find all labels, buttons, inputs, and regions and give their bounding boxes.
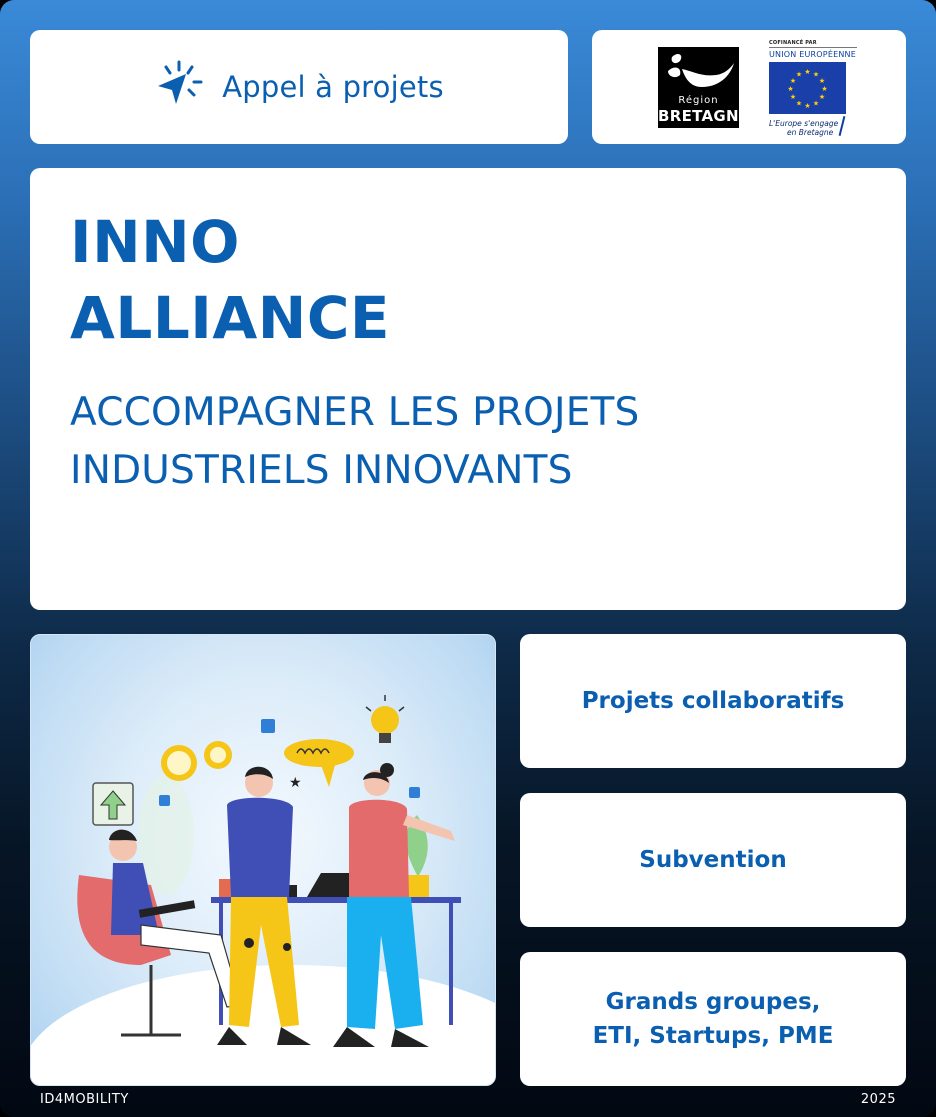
svg-text:★: ★ bbox=[818, 93, 826, 101]
feature-label-1: Projets collaboratifs bbox=[581, 688, 845, 714]
star-icon: ★ bbox=[289, 775, 302, 791]
call-for-projects-card bbox=[30, 30, 568, 144]
thumbs-up-icon-3 bbox=[409, 787, 420, 798]
main-title-card bbox=[30, 168, 906, 610]
feature-label-3: Grands groupes, ETI, Startups, PME bbox=[592, 989, 834, 1049]
eu-divider bbox=[769, 47, 857, 48]
upload-box-icon bbox=[93, 783, 133, 825]
svg-text:★: ★ bbox=[818, 77, 826, 85]
svg-text:★: ★ bbox=[787, 85, 794, 93]
subtitle-line-1: ACCOMPAGNER LES PROJETS bbox=[70, 390, 640, 435]
team-illustration bbox=[30, 634, 496, 1086]
title-line-1: INNO bbox=[70, 208, 240, 276]
svg-text:★: ★ bbox=[795, 99, 803, 108]
eu-tagline-1: L'Europe s'engage bbox=[769, 119, 839, 128]
region-name: BRETAGNE bbox=[658, 107, 750, 125]
svg-text:★: ★ bbox=[789, 77, 797, 85]
region-label: Région bbox=[678, 95, 719, 106]
feature-collaborative-projects bbox=[520, 634, 906, 768]
thumbs-up-icon-2 bbox=[159, 795, 170, 806]
call-for-projects-label: Appel à projets bbox=[222, 70, 444, 104]
svg-text:★: ★ bbox=[795, 70, 803, 79]
eu-title: UNION EUROPÉENNE bbox=[769, 50, 856, 59]
cursor-click-icon bbox=[154, 60, 204, 114]
svg-text:★: ★ bbox=[804, 102, 811, 110]
eu-cofunded-label: COFINANCÉ PAR bbox=[769, 40, 817, 46]
feature-target-companies bbox=[520, 952, 906, 1086]
lightbulb-icon bbox=[366, 695, 404, 743]
svg-text:★: ★ bbox=[821, 85, 828, 93]
footer-brand: ID4MOBILITY bbox=[40, 1092, 129, 1107]
feature-grant bbox=[520, 793, 906, 927]
eu-tagline-2: en Bretagne bbox=[787, 128, 834, 137]
gear-icon bbox=[161, 741, 232, 781]
team-illustration-svg bbox=[31, 635, 496, 1086]
region-bretagne-logo bbox=[658, 47, 750, 128]
eu-cofunding-logo bbox=[769, 40, 859, 140]
svg-text:★: ★ bbox=[812, 99, 820, 108]
svg-text:★: ★ bbox=[804, 68, 811, 76]
feature-label-2: Subvention bbox=[639, 847, 787, 873]
thumbs-up-icon bbox=[261, 719, 275, 733]
subtitle-line-2: INDUSTRIELS INNOVANTS bbox=[70, 448, 573, 493]
partner-logos-card bbox=[592, 30, 906, 144]
footer-year: 2025 bbox=[860, 1092, 896, 1107]
eu-flag-icon bbox=[769, 62, 846, 114]
svg-text:★: ★ bbox=[812, 70, 820, 79]
svg-text:★: ★ bbox=[789, 93, 797, 101]
title-line-2: ALLIANCE bbox=[70, 284, 390, 352]
